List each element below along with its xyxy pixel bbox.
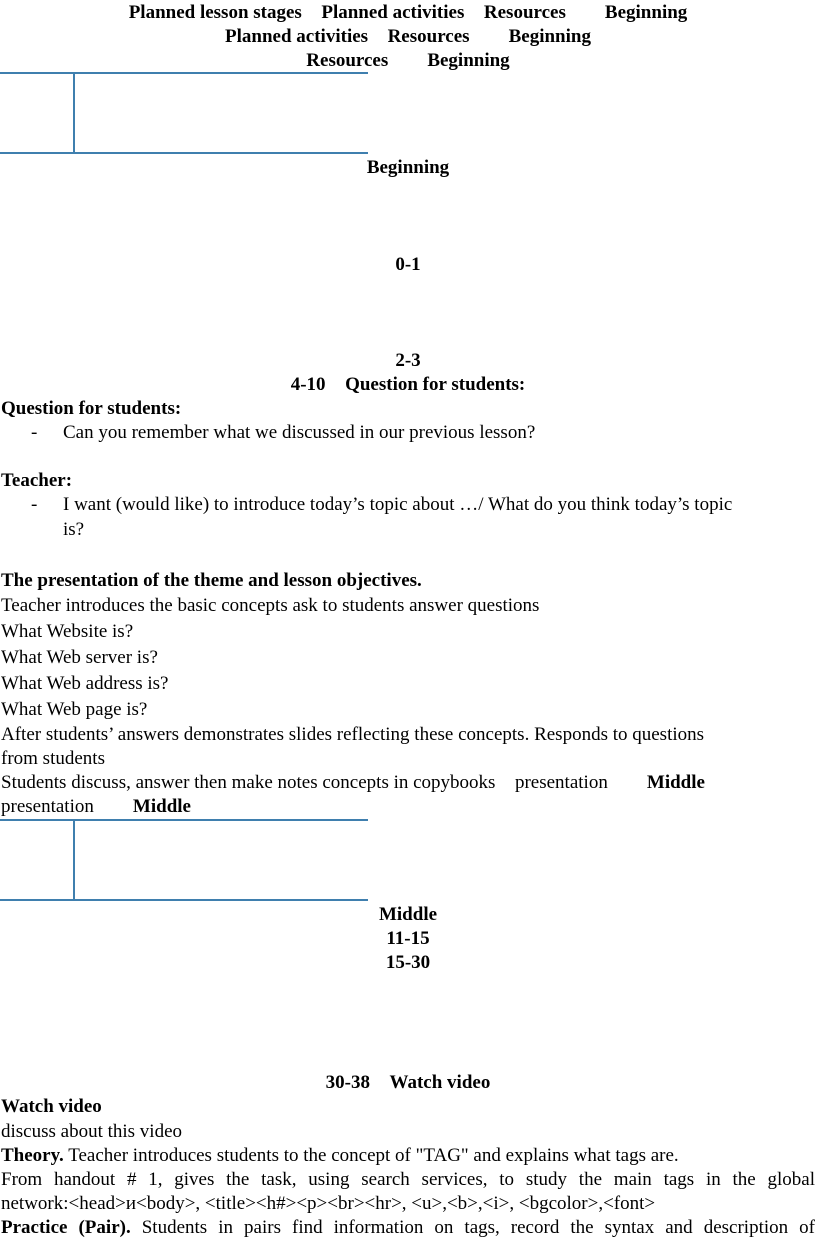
stage-label-middle: Middle (378, 904, 438, 925)
presentation-line: What Web server is? (1, 647, 158, 668)
students-line-text: Students discuss, answer then make notes concepts in copybooks presentation (1, 772, 598, 793)
handout-line-2: network:<head>и<body>, <title><h#><p><br><hr>, <u>,<b>,<i>, <bgcolor>,<font> (1, 1193, 656, 1214)
presentation-line: What Website is? (1, 621, 134, 642)
stage-time-4-10: 4-10 Question for students: (298, 374, 518, 395)
header-line-2: Planned activities Resources Beginning (249, 26, 567, 47)
question-item: Can you remember what we discussed in our previous lesson? (63, 422, 536, 443)
stage-time-30-38: 30-38 Watch video (333, 1072, 483, 1093)
list-dash: - (31, 422, 38, 443)
presentation-middle-bold: Middle (98, 796, 157, 817)
table-border-divider (73, 73, 75, 153)
practice-label: Practice (Pair). (1, 1217, 131, 1238)
stage-time-0-1: 0-1 (395, 254, 421, 275)
presentation-heading: The presentation of the theme and lesson objectives. (1, 570, 422, 591)
presentation-line: from students (1, 748, 105, 769)
practice-line (1, 1216, 815, 1241)
presentation-line: What Web page is? (1, 699, 148, 720)
theory-label: Theory. (1, 1145, 64, 1166)
presentation-line: Teacher introduces the basic concepts ask to students answer questions (1, 595, 540, 616)
presentation-middle-line (1, 795, 191, 820)
video-heading: Watch video (1, 1096, 102, 1117)
header-line-3: Resources Beginning (323, 50, 493, 71)
presentation-line: After students’ answers demonstrates slides reflecting these concepts. Responds to questions (1, 724, 705, 745)
students-line-middle: Middle (597, 772, 656, 793)
practice-text: Students in pairs find information on tags, record the syntax and description of (130, 1217, 815, 1238)
students-line (1, 771, 705, 796)
stage-time-2-3: 2-3 (395, 350, 421, 371)
table-border-bottom (0, 152, 368, 154)
list-dash: - (31, 494, 38, 515)
theory-line (1, 1144, 679, 1169)
teacher-line-2: is? (63, 519, 85, 540)
presentation-line: What Web address is? (1, 673, 169, 694)
teacher-line-1: I want (would like) to introduce today’s topic about …/ What do you think today’s topic (63, 494, 733, 515)
teacher-heading: Teacher: (1, 470, 73, 491)
handout-line-1: From handout # 1, gives the task, using search services, to study the main tags in the global (1, 1169, 815, 1190)
stage-label-beginning: Beginning (366, 157, 450, 178)
presentation-middle-text: presentation (1, 796, 99, 817)
table-border-bottom (0, 899, 368, 901)
table-border-top (0, 72, 368, 74)
questions-heading: Question for students: (1, 398, 182, 419)
header-line-1: Planned lesson stages Planned activities Resources Beginning (160, 2, 656, 23)
table-border-divider (73, 820, 75, 900)
stage-time-15-30: 15-30 (385, 952, 431, 973)
stage-time-11-15: 11-15 (386, 928, 430, 949)
video-discuss: discuss about this video (1, 1121, 183, 1142)
theory-text: Teacher introduces students to the concept of "TAG" and explains what tags are. (63, 1145, 679, 1166)
table-border-top (0, 819, 368, 821)
